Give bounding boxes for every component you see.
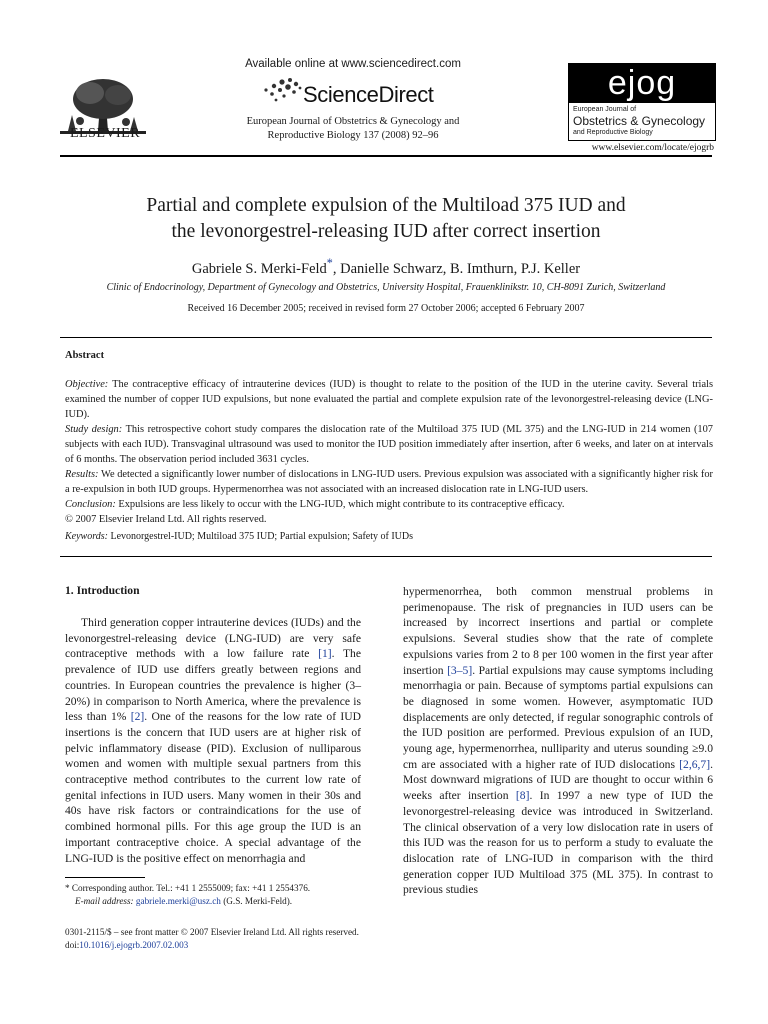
journal-citation (241, 115, 465, 143)
header-rule (60, 155, 712, 157)
doi-link[interactable]: 10.1016/j.ejogrb.2007.02.003 (79, 940, 189, 950)
continued-paragraph (403, 584, 713, 898)
email-line (65, 895, 365, 908)
left-column (65, 615, 361, 866)
article-title-line-2: the levonorgestrel-releasing IUD after correct insertion (171, 221, 601, 242)
publisher-name: ELSEVIER (69, 126, 141, 141)
paragraph-text: . One of the reasons for the low rate of IUD insertions is the concern that IUD users are at higher risk of pelvic inflammatory disease (PID). Exclusion of nulliparous women and women with multiple sexual partners from this contraceptive method contributes to the current low rate of genital infections in IUD users. Many women in their 30s and 40s have risk factors or contraindications for the use of combined hormonal pills. For this age group the IUD is an important contraceptive choice. A special advantage of the LNG-IUD is the positive effect on menorrhagia and (65, 710, 361, 865)
journal-citation-line-2: Reproductive Biology 137 (2008) 92–96 (267, 130, 439, 141)
article-title (60, 193, 712, 245)
paragraph-text: . Partial expulsions may cause symptoms including menorrhagia or pain. Because of symptoms partial expulsions can be diagnosed in some women. However, asymptomatic IUD displacements are only detected, if regular sonographic controls of the IUD position are performed. Previous expulsion of an IUD, young age, hypermenorrhea, nulliparity and uterus sounding ≥9.0 cm are associated with a higher rate of IUD dislocations (403, 663, 713, 771)
footnote (65, 882, 365, 908)
reference-link[interactable]: [2] (130, 710, 145, 724)
ejog-logo-text: ejog (569, 64, 715, 103)
design-label: Study design: (65, 424, 123, 435)
received-dates: Received 16 December 2005; received in revised form 27 October 2006; accepted 6 February 2007 (187, 303, 585, 314)
sciencedirect-wordmark[interactable]: ScienceDirect (303, 82, 434, 107)
journal-citation-line-1: European Journal of Obstetrics & Gynecology and (246, 116, 460, 127)
section-heading: 1. Introduction (65, 584, 140, 597)
corresponding-author: Gabriele S. Merki-Feld (191, 260, 327, 277)
paragraph-text: . Most downward migrations of IUD are thought to occur within 6 weeks after insertion (403, 757, 713, 803)
ejog-big-text: Obstetrics & Gynecology (573, 114, 706, 128)
abstract-objective (65, 377, 713, 422)
abstract-top-rule (60, 337, 712, 338)
ejog-sub-text: and Reproductive Biology (573, 129, 653, 136)
abstract-body (65, 377, 713, 527)
article-title-line-1: Partial and complete expulsion of the Multiload 375 IUD and (146, 195, 626, 216)
journal-url-link[interactable]: www.elsevier.com/locate/ejogrb (591, 143, 714, 153)
email-tail: (G.S. Merki-Feld). (220, 896, 293, 906)
affiliation: Clinic of Endocrinology, Department of Gynecology and Obstetrics, University Hospital, Frauenklinikstr. 10, CH-8091 Zurich, Switzerland (106, 282, 666, 293)
other-authors: , Danielle Schwarz, B. Imthurn, P.J. Keller (332, 260, 581, 277)
author-list (60, 256, 712, 278)
paragraph-text: . The prevalence of IUD use differs greatly between regions and countries. In European countries the prevalence is higher (3–20%) in comparison to North America, where the prevalence is less than 1% (65, 647, 361, 724)
doi-line (65, 939, 485, 952)
corresponding-author-marker[interactable]: * (326, 256, 333, 270)
issn-line: 0301-2115/$ – see front matter © 2007 Elsevier Ireland Ltd. All rights reserved. (65, 927, 359, 937)
ejog-journal-logo (568, 63, 716, 141)
abstract-design (65, 422, 713, 467)
keywords-text: Levonorgestrel-IUD; Multiload 375 IUD; Partial expulsion; Safety of IUDs (107, 531, 414, 542)
corresponding-author-note: * Corresponding author. Tel.: +41 1 2555009; fax: +41 1 2554376. (65, 883, 311, 893)
objective-label: Objective: (65, 379, 109, 390)
page-footer (65, 926, 485, 952)
results-text: We detected a significantly lower number of dislocations in LNG-IUD users. Previous expulsion was associated with a significantly higher risk for a re-expulsion in both IUD groups. Hypermenorrhea was not associated with an increased dislocation rate in LNG-IUD users. (65, 469, 713, 495)
email-label: E-mail address: (75, 896, 134, 906)
results-label: Results: (65, 469, 99, 480)
email-link[interactable]: gabriele.merki@usz.ch (135, 896, 221, 906)
paragraph-text: . In 1997 a new type of IUD the levonorgestrel-releasing device was introduced in Switzerland. The clinical observation of a very low dislocation rate in users of this IUD was the reason for us to perform a study to evaluate the dislocation rate of LNG-IUD in comparison with the third generation copper IUD Multiload 375 (ML 375). In contrast to previous studies (403, 789, 714, 897)
paragraph-text: Third generation copper intrauterine devices (IUDs) and the levonorgestrel-releasing device (LNG-IUD) are very safe contraceptive methods with a low failure rate (65, 616, 361, 661)
conclusion-text: Expulsions are less likely to occur with the LNG-IUD, which might contribute to its contraceptive efficacy. (115, 499, 565, 510)
abstract-bottom-rule (60, 556, 712, 557)
available-online[interactable]: Available online at www.sciencedirect.com (245, 58, 461, 70)
ejog-small-text: European Journal of (573, 106, 637, 113)
footnote-rule (65, 877, 145, 878)
paragraph-text: hypermenorrhea, both common menstrual problems in perimenopause. The risk of pregnancies in IUD users can be increased by incorrect insertions and partial or complete expulsions. Several studies show that the rate of complete expulsions varies from 2 to 8 per 100 women in the first year after insertion (403, 585, 713, 677)
conclusion-label: Conclusion: (65, 499, 116, 510)
reference-link[interactable]: [3–5] (447, 663, 473, 677)
abstract-conclusion (65, 497, 713, 512)
objective-text: The contraceptive efficacy of intrauterine devices (IUD) is thought to relate to the position of the IUD in the uterine cavity. Several trials examined the number of copper IUD expulsions, but none evaluated the partial and complete expulsion rate of the levonorgestrel-releasing device (LNG-IUD). (65, 379, 713, 420)
design-text: This retrospective cohort study compares the dislocation rate of the Multiload 375 IUD (ML 375) and the LNG-IUD in 214 women (107 subjects with each IUD). Transvaginal ultrasound was used to monitor the IUD position immediately after insertion, after 6 weeks, and later on at intervals of 6 months. The observation period included 3631 cycles. (65, 424, 713, 465)
abstract-heading: Abstract (65, 350, 105, 361)
reference-link[interactable]: [8] (515, 789, 530, 803)
keywords-label: Keywords: (65, 531, 108, 542)
abstract-copyright: © 2007 Elsevier Ireland Ltd. All rights reserved. (65, 514, 267, 525)
reference-link[interactable]: [2,6,7] (679, 757, 711, 771)
abstract-results (65, 467, 713, 497)
doi-label: doi: (65, 940, 80, 950)
keywords (65, 531, 713, 542)
right-column (403, 584, 713, 898)
reference-link[interactable]: [1] (318, 647, 332, 661)
introduction-paragraph (65, 615, 361, 866)
